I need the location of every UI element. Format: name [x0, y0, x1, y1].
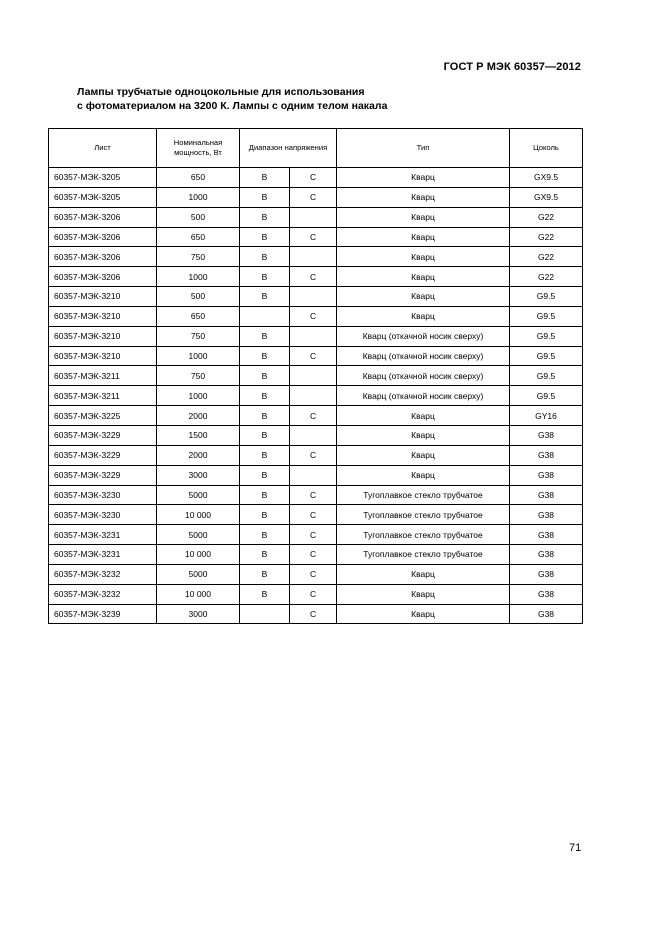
cell-sheet: 60357-МЭК-3210 — [49, 306, 157, 326]
cell-base: G38 — [510, 425, 583, 445]
cell-voltage-c — [290, 326, 337, 346]
cell-sheet: 60357-МЭК-3210 — [49, 287, 157, 307]
cell-base: G38 — [510, 505, 583, 525]
cell-sheet: 60357-МЭК-3225 — [49, 406, 157, 426]
cell-voltage-c — [290, 247, 337, 267]
cell-sheet: 60357-МЭК-3229 — [49, 425, 157, 445]
cell-base: G38 — [510, 445, 583, 465]
table-row — [49, 346, 583, 366]
cell-base: G38 — [510, 545, 583, 565]
cell-voltage-c: C — [290, 306, 337, 326]
cell-type: Кварц — [337, 267, 510, 287]
cell-voltage-c: C — [290, 267, 337, 287]
cell-base: G22 — [510, 247, 583, 267]
table-row — [49, 366, 583, 386]
cell-power: 5000 — [157, 564, 240, 584]
cell-voltage-b: B — [240, 187, 290, 207]
cell-sheet: 60357-МЭК-3230 — [49, 505, 157, 525]
cell-power: 1000 — [157, 386, 240, 406]
cell-type: Тугоплавкое стекло трубчатое — [337, 485, 510, 505]
cell-voltage-b: B — [240, 168, 290, 188]
table-row — [49, 168, 583, 188]
cell-voltage-b: B — [240, 227, 290, 247]
cell-type: Кварц — [337, 247, 510, 267]
cell-voltage-c: C — [290, 604, 337, 624]
cell-power: 3000 — [157, 604, 240, 624]
cell-type: Тугоплавкое стекло трубчатое — [337, 505, 510, 525]
cell-sheet: 60357-МЭК-3211 — [49, 386, 157, 406]
cell-voltage-c — [290, 207, 337, 227]
cell-base: GX9.5 — [510, 187, 583, 207]
cell-sheet: 60357-МЭК-3206 — [49, 247, 157, 267]
cell-voltage-c: C — [290, 525, 337, 545]
table-row — [49, 386, 583, 406]
table-row — [49, 187, 583, 207]
cell-type: Кварц — [337, 406, 510, 426]
cell-power: 650 — [157, 227, 240, 247]
table-row — [49, 207, 583, 227]
cell-voltage-c — [290, 287, 337, 307]
cell-type: Кварц — [337, 207, 510, 227]
cell-power: 10 000 — [157, 545, 240, 565]
cell-type: Кварц (откачной носик сверху) — [337, 326, 510, 346]
cell-base: GX9.5 — [510, 168, 583, 188]
cell-type: Кварц — [337, 584, 510, 604]
cell-type: Тугоплавкое стекло трубчатое — [337, 525, 510, 545]
table-row — [49, 306, 583, 326]
cell-base: G9.5 — [510, 287, 583, 307]
cell-sheet: 60357-МЭК-3232 — [49, 584, 157, 604]
cell-voltage-b: B — [240, 564, 290, 584]
cell-voltage-c: C — [290, 406, 337, 426]
cell-power: 1000 — [157, 187, 240, 207]
cell-type: Кварц — [337, 287, 510, 307]
cell-voltage-b: B — [240, 445, 290, 465]
cell-voltage-b — [240, 306, 290, 326]
cell-voltage-b: B — [240, 545, 290, 565]
cell-sheet: 60357-МЭК-3210 — [49, 326, 157, 346]
cell-voltage-b: B — [240, 425, 290, 445]
cell-voltage-b: B — [240, 366, 290, 386]
cell-type: Кварц — [337, 604, 510, 624]
table-row — [49, 287, 583, 307]
cell-sheet: 60357-МЭК-3239 — [49, 604, 157, 624]
cell-base: G38 — [510, 584, 583, 604]
cell-base: GY16 — [510, 406, 583, 426]
cell-type: Кварц — [337, 227, 510, 247]
cell-power: 10 000 — [157, 584, 240, 604]
header-voltage: Диапазон напряжения — [240, 129, 337, 168]
cell-sheet: 60357-МЭК-3229 — [49, 445, 157, 465]
lamp-spec-table — [48, 128, 583, 624]
cell-power: 500 — [157, 207, 240, 227]
cell-voltage-c: C — [290, 168, 337, 188]
cell-voltage-c: C — [290, 346, 337, 366]
cell-type: Кварц — [337, 187, 510, 207]
cell-voltage-c: C — [290, 505, 337, 525]
cell-type: Кварц — [337, 564, 510, 584]
table-row — [49, 525, 583, 545]
cell-sheet: 60357-МЭК-3230 — [49, 485, 157, 505]
cell-power: 650 — [157, 306, 240, 326]
cell-base: G9.5 — [510, 306, 583, 326]
cell-power: 500 — [157, 287, 240, 307]
table-row — [49, 425, 583, 445]
cell-sheet: 60357-МЭК-3206 — [49, 227, 157, 247]
cell-voltage-b: B — [240, 485, 290, 505]
cell-base: G9.5 — [510, 326, 583, 346]
table-header-row — [49, 129, 583, 168]
cell-voltage-b — [240, 604, 290, 624]
header-power: Номинальная мощность, Вт — [157, 129, 240, 168]
cell-sheet: 60357-МЭК-3206 — [49, 267, 157, 287]
page-number: 71 — [569, 842, 582, 854]
cell-voltage-c — [290, 425, 337, 445]
cell-voltage-b: B — [240, 584, 290, 604]
cell-power: 750 — [157, 247, 240, 267]
cell-voltage-b: B — [240, 287, 290, 307]
cell-voltage-b: B — [240, 267, 290, 287]
cell-sheet: 60357-МЭК-3206 — [49, 207, 157, 227]
cell-voltage-c — [290, 386, 337, 406]
cell-sheet: 60357-МЭК-3229 — [49, 465, 157, 485]
cell-voltage-b: B — [240, 346, 290, 366]
cell-voltage-c — [290, 465, 337, 485]
table-row — [49, 406, 583, 426]
cell-voltage-c — [290, 366, 337, 386]
table-row — [49, 326, 583, 346]
cell-base: G9.5 — [510, 346, 583, 366]
cell-base: G38 — [510, 465, 583, 485]
cell-sheet: 60357-МЭК-3231 — [49, 545, 157, 565]
cell-power: 2000 — [157, 406, 240, 426]
cell-base: G22 — [510, 207, 583, 227]
table-body — [49, 168, 583, 624]
table-row — [49, 267, 583, 287]
cell-power: 1000 — [157, 346, 240, 366]
cell-base: G38 — [510, 485, 583, 505]
table-title — [77, 85, 597, 113]
cell-type: Кварц — [337, 306, 510, 326]
table-row — [49, 584, 583, 604]
table-row — [49, 604, 583, 624]
cell-type: Кварц (откачной носик сверху) — [337, 386, 510, 406]
cell-base: G9.5 — [510, 386, 583, 406]
cell-voltage-c: C — [290, 227, 337, 247]
cell-type: Кварц (откачной носик сверху) — [337, 346, 510, 366]
cell-base: G22 — [510, 267, 583, 287]
cell-power: 2000 — [157, 445, 240, 465]
cell-power: 1000 — [157, 267, 240, 287]
table-row — [49, 247, 583, 267]
table-row — [49, 564, 583, 584]
table-row — [49, 445, 583, 465]
cell-power: 1500 — [157, 425, 240, 445]
cell-sheet: 60357-МЭК-3231 — [49, 525, 157, 545]
cell-voltage-c: C — [290, 584, 337, 604]
header-base: Цоколь — [510, 129, 583, 168]
cell-voltage-c: C — [290, 564, 337, 584]
cell-type: Кварц — [337, 465, 510, 485]
cell-sheet: 60357-МЭК-3205 — [49, 187, 157, 207]
cell-type: Кварц — [337, 425, 510, 445]
cell-power: 3000 — [157, 465, 240, 485]
cell-base: G38 — [510, 525, 583, 545]
cell-voltage-b: B — [240, 525, 290, 545]
cell-type: Кварц — [337, 168, 510, 188]
cell-voltage-b: B — [240, 386, 290, 406]
header-type: Тип — [337, 129, 510, 168]
table-row — [49, 465, 583, 485]
cell-type: Кварц — [337, 445, 510, 465]
header-sheet: Лист — [49, 129, 157, 168]
cell-base: G22 — [510, 227, 583, 247]
cell-sheet: 60357-МЭК-3232 — [49, 564, 157, 584]
cell-voltage-b: B — [240, 247, 290, 267]
cell-type: Кварц (откачной носик сверху) — [337, 366, 510, 386]
cell-voltage-c: C — [290, 485, 337, 505]
cell-power: 650 — [157, 168, 240, 188]
cell-voltage-b: B — [240, 406, 290, 426]
cell-power: 750 — [157, 326, 240, 346]
cell-voltage-c: C — [290, 545, 337, 565]
cell-power: 10 000 — [157, 505, 240, 525]
table-row — [49, 505, 583, 525]
table-row — [49, 485, 583, 505]
cell-sheet: 60357-МЭК-3205 — [49, 168, 157, 188]
document-code: ГОСТ Р МЭК 60357—2012 — [443, 61, 581, 73]
cell-base: G9.5 — [510, 366, 583, 386]
table-title-line-2: с фотоматериалом на 3200 К. Лампы с одним телом накала — [77, 100, 388, 112]
table-row — [49, 227, 583, 247]
cell-power: 750 — [157, 366, 240, 386]
cell-power: 5000 — [157, 485, 240, 505]
cell-type: Тугоплавкое стекло трубчатое — [337, 545, 510, 565]
cell-base: G38 — [510, 564, 583, 584]
cell-voltage-b: B — [240, 207, 290, 227]
cell-sheet: 60357-МЭК-3211 — [49, 366, 157, 386]
cell-sheet: 60357-МЭК-3210 — [49, 346, 157, 366]
cell-voltage-b: B — [240, 505, 290, 525]
cell-voltage-b: B — [240, 326, 290, 346]
cell-base: G38 — [510, 604, 583, 624]
table-row — [49, 545, 583, 565]
cell-voltage-b: B — [240, 465, 290, 485]
cell-voltage-c: C — [290, 187, 337, 207]
cell-power: 5000 — [157, 525, 240, 545]
table-title-line-1: Лампы трубчатые одноцокольные для использования — [77, 86, 365, 98]
cell-voltage-c: C — [290, 445, 337, 465]
